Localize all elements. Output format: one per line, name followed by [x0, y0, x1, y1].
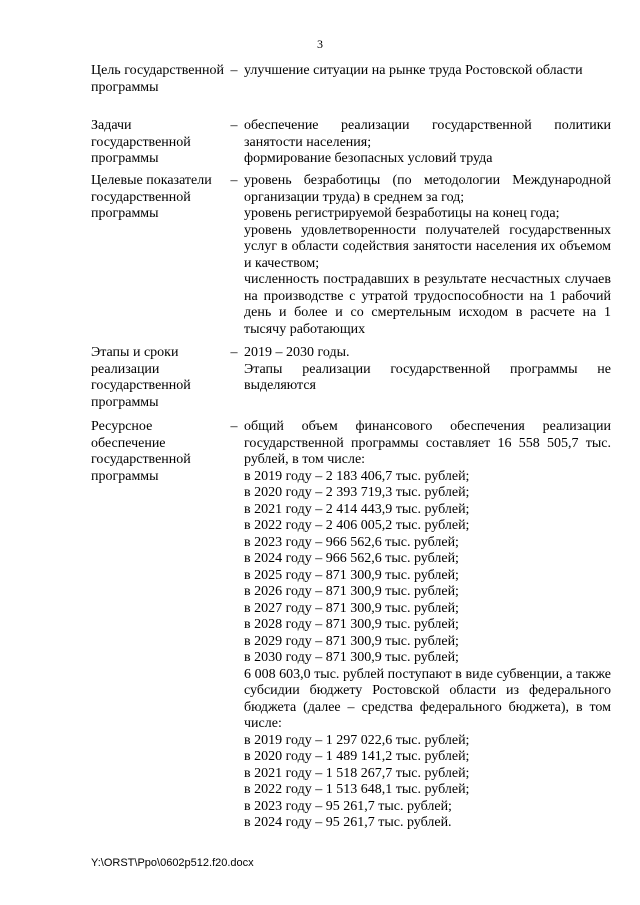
value-line: 6 008 603,0 тыс. рублей поступают в виде субвенции, а также субсидии бюджету Ростовской области из федерального бюджета (далее – средства федерального бюджета), в том числе: — [244, 666, 611, 731]
row-dash: – — [230, 345, 238, 360]
row-dash: – — [230, 419, 238, 434]
value-line: уровень регистрируемой безработицы на конец года; — [244, 206, 560, 221]
value-line: обеспечение реализации государственной политики занятости населения; — [244, 118, 611, 150]
row-dash: – — [230, 63, 238, 78]
value-line: в 2021 году – 2 414 443,9 тыс. рублей; — [244, 501, 470, 517]
row-tasks — [91, 118, 611, 168]
row-value — [244, 173, 611, 338]
file-path-footer: Y:\ORST\Ppo\0602p512.f20.docx — [91, 857, 254, 869]
value-line: в 2025 году – 871 300,9 тыс. рублей; — [244, 567, 459, 583]
value-line: в 2020 году – 2 393 719,3 тыс. рублей; — [244, 485, 470, 500]
value-line: в 2026 году – 871 300,9 тыс. рублей; — [244, 584, 459, 599]
row-label: Цель государственной программы — [91, 63, 224, 95]
value-line: в 2023 году – 966 562,6 тыс. рублей; — [244, 534, 459, 550]
value-line: в 2023 году – 95 261,7 тыс. рублей; — [244, 798, 452, 814]
row-label: Ресурсное обеспечение государственной программы — [91, 419, 191, 484]
page-number: 3 — [317, 37, 323, 51]
row-resource-provision — [91, 419, 611, 839]
value-line: в 2024 году – 95 261,7 тыс. рублей. — [244, 815, 452, 830]
row-value — [244, 118, 611, 168]
row-dash: – — [230, 118, 238, 133]
value-line: в 2022 году – 1 513 648,1 тыс. рублей; — [244, 782, 470, 797]
row-goal — [91, 63, 611, 113]
value-line: уровень безработицы (по методологии Международной организации труда) в среднем за год; — [244, 173, 611, 205]
value-line: 2019 – 2030 годы. — [244, 345, 350, 360]
row-label: Целевые показатели государственной программы — [91, 173, 212, 221]
value-line: уровень удовлетворенности получателей государственных услуг в области содействия занятости населения их объемом и качеством; — [244, 222, 611, 271]
value-line: в 2030 году – 871 300,9 тыс. рублей; — [244, 650, 459, 665]
row-label: Задачи государственной программы — [91, 118, 191, 166]
row-stages-and-terms — [91, 345, 611, 413]
value-line: в 2022 году – 2 406 005,2 тыс. рублей; — [244, 518, 470, 533]
value-line: улучшение ситуации на рынке труда Ростовской области — [244, 63, 583, 78]
row-value — [244, 63, 611, 80]
value-line: в 2021 году – 1 518 267,7 тыс. рублей; — [244, 765, 470, 781]
value-line: численность пострадавших в результате несчастных случаев на производстве с утратой трудоспособности на 1 рабочий день и более и со смертельным исходом в расчете на 1 тысячу работающих — [244, 272, 611, 337]
value-line: в 2028 году – 871 300,9 тыс. рублей; — [244, 617, 459, 632]
row-label: Этапы и сроки реализации государственной программы — [91, 345, 191, 410]
value-line: общий объем финансового обеспечения реализации государственной программы составляет 16 558 505,7 тыс. рублей, в том числе: — [244, 419, 611, 467]
value-line: формирование безопасных условий труда — [244, 151, 493, 166]
row-value — [244, 345, 611, 395]
value-line: в 2024 году – 966 562,6 тыс. рублей; — [244, 551, 459, 566]
row-value — [244, 419, 611, 832]
value-line: в 2020 году – 1 489 141,2 тыс. рублей; — [244, 749, 470, 764]
row-target-indicators — [91, 173, 611, 338]
row-dash: – — [230, 173, 238, 188]
value-line: в 2027 году – 871 300,9 тыс. рублей; — [244, 600, 459, 616]
value-line: Этапы реализации государственной программы не выделяются — [244, 361, 611, 393]
value-line: в 2019 году – 1 297 022,6 тыс. рублей; — [244, 732, 470, 748]
value-line: в 2019 году – 2 183 406,7 тыс. рублей; — [244, 468, 470, 484]
value-line: в 2029 году – 871 300,9 тыс. рублей; — [244, 633, 459, 649]
